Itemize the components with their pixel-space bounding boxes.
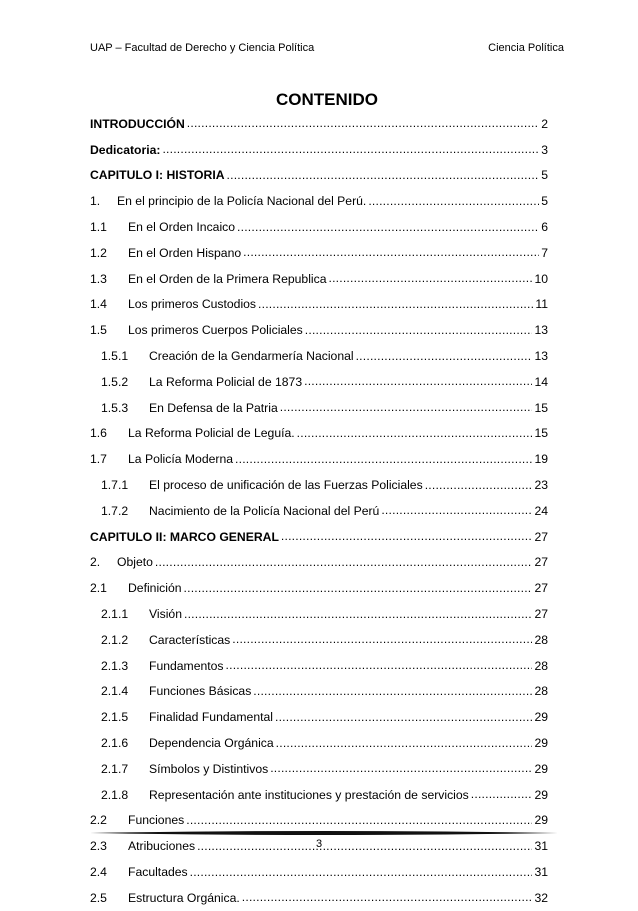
toc-entry-label: En el principio de la Policía Nacional del Perú. [117,194,367,209]
toc-dot-leader [243,246,539,259]
toc-dot-leader [253,685,532,698]
toc-entry[interactable] [90,679,548,705]
toc-entry-label: La Policía Moderna [128,452,234,467]
footer-divider [90,829,558,837]
toc-entry-number: 2.1.5 [101,710,129,725]
toc-entry-page: 24 [534,503,548,518]
toc-entry-number: 2.1.1 [101,607,129,622]
toc-entry-number: 2.1.7 [101,761,129,776]
toc-dot-leader [275,711,532,724]
toc-entry-number: 2.2 [90,813,107,828]
toc-entry[interactable] [90,575,548,601]
toc-entry-number: 2.1.3 [101,658,129,673]
toc-dot-leader [190,866,533,879]
toc-entry-page: 27 [534,607,548,622]
toc-entry-label: Finalidad Fundamental [149,710,273,725]
toc-entry-label: Representación ante instituciones y prestación de servicios [149,787,469,802]
toc-entry-label: En el Orden de la Primera Republica [128,271,327,286]
toc-entry-page: 29 [534,787,548,802]
toc-entry-label: Estructura Orgánica. [128,890,240,905]
toc-entry-number: 2.4 [90,865,107,879]
toc-entry-label: En el Orden Hispano [128,245,242,260]
toc-entry-label: Símbolos y Distintivos [149,761,269,776]
toc-dot-leader [305,324,533,337]
toc-entry[interactable] [90,653,548,679]
toc-entry[interactable] [90,730,548,756]
toc-entry[interactable] [90,885,548,911]
toc-entry-label: Dedicatoria: [90,142,161,157]
toc-dot-leader [304,375,532,388]
toc-entry-label: La Reforma Policial de Leguía. [128,426,295,441]
toc-dot-leader [281,530,533,543]
toc-entry-page: 27 [534,555,548,570]
toc-entry-label: CAPITULO I: HISTORIA [90,168,225,183]
toc-entry-number: 1.4 [90,297,107,312]
toc-entry-number: 2.1 [90,581,107,596]
toc-entry[interactable] [90,756,548,782]
toc-entry[interactable] [90,214,548,240]
toc-entry-label: En el Orden Incaico [128,220,236,235]
toc-entry-label: En Defensa de la Patria [149,400,278,415]
toc-dot-leader [235,453,532,466]
toc-entry-label: Los primeros Cuerpos Policiales [128,323,303,338]
toc-entry-number: 2.1.8 [101,787,129,802]
toc-entry-label: Los primeros Custodios [128,297,257,312]
toc-entry-number: 2.1.4 [101,684,129,699]
toc-entry-number: 1.5.1 [101,349,129,364]
toc-entry-number: 2. [90,555,101,570]
toc-entry[interactable] [90,704,548,730]
toc-entry[interactable] [90,240,548,266]
toc-dot-leader [356,350,533,363]
toc-dot-leader [425,479,533,492]
toc-entry-number: 1.7 [90,452,107,467]
table-of-contents [90,111,548,911]
header-institution: UAP – Facultad de Derecho y Ciencia Política [90,42,315,54]
toc-entry-number: 1.2 [90,245,107,260]
toc-dot-leader [226,659,533,672]
toc-entry-page: 27 [534,581,548,596]
toc-entry-page: 7 [541,245,548,260]
toc-entry[interactable] [90,292,548,318]
toc-entry[interactable] [90,472,548,498]
toc-dot-leader [270,762,532,775]
toc-dot-leader [280,401,533,414]
toc-entry-label: Dependencia Orgánica [149,736,274,751]
toc-entry-page: 2 [541,116,548,131]
toc-dot-leader [329,272,533,285]
toc-dot-leader [237,221,539,234]
toc-dot-leader [184,582,533,595]
toc-entry-page: 27 [534,529,548,544]
toc-entry-page: 10 [534,271,548,286]
toc-entry-number: 2.5 [90,890,107,905]
toc-entry-page: 31 [534,839,548,854]
toc-entry-number: 1.5 [90,323,107,338]
toc-entry[interactable] [90,317,548,343]
toc-entry-label: Visión [149,607,182,622]
toc-entry[interactable] [90,498,548,524]
toc-dot-leader [242,891,533,904]
toc-dot-leader [227,169,540,182]
toc-entry-number: 1.3 [90,271,107,286]
toc-dot-leader [184,608,532,621]
toc-entry[interactable] [90,137,548,163]
toc-entry-number: 1.7.2 [101,503,129,518]
toc-entry-number: 2.3 [90,839,107,854]
toc-entry-number: 1. [90,194,101,209]
toc-dot-leader [471,788,533,801]
toc-entry-page: 11 [535,297,548,312]
toc-entry-page: 19 [534,452,548,467]
toc-dot-leader [297,427,533,440]
toc-entry[interactable] [90,395,548,421]
toc-entry-number: 2.1.2 [101,632,129,647]
toc-entry-label: Características [149,632,231,647]
toc-entry-page: 31 [534,865,548,879]
toc-entry[interactable] [90,369,548,395]
toc-entry-label: Atribuciones [128,839,196,854]
toc-entry-page: 15 [534,426,548,441]
toc-entry[interactable] [90,421,548,447]
toc-entry-page: 29 [534,736,548,751]
toc-entry-page: 28 [534,684,548,699]
toc-entry-number: 1.7.1 [101,478,129,493]
toc-dot-leader [232,633,532,646]
toc-entry[interactable] [90,550,548,576]
toc-dot-leader [368,195,539,208]
toc-entry-page: 23 [534,478,548,493]
toc-entry[interactable] [90,446,548,472]
toc-entry-page: 13 [534,349,548,364]
toc-dot-leader [186,814,532,827]
toc-entry-label: Funciones Básicas [149,684,252,699]
toc-entry-label: INTRODUCCIÓN [90,116,185,131]
toc-entry-page: 14 [534,374,548,389]
toc-entry-page: 32 [534,890,548,905]
toc-entry-page: 3 [541,142,548,157]
toc-dot-leader [155,556,533,569]
toc-entry-number: 2.1.6 [101,736,129,751]
toc-entry-label: Facultades [128,865,188,879]
toc-entry-page: 5 [541,194,548,209]
page-number: 3 [315,838,323,850]
toc-entry[interactable] [90,343,548,369]
toc-entry-number: 1.5.2 [101,374,129,389]
toc-entry-label: Creación de la Gendarmería Nacional [149,349,354,364]
toc-entry-page: 5 [541,168,548,183]
toc-entry[interactable] [90,524,548,550]
toc-dot-leader [381,504,532,517]
toc-entry[interactable] [90,601,548,627]
toc-entry-page: 29 [534,813,548,828]
toc-entry-page: 29 [534,761,548,776]
toc-dot-leader [276,737,533,750]
toc-entry-label: El proceso de unificación de las Fuerzas Policiales [149,478,423,493]
toc-entry-number: 1.5.3 [101,400,129,415]
toc-entry-label: Fundamentos [149,658,224,673]
toc-entry-page: 15 [534,400,548,415]
toc-entry-page: 6 [541,220,548,235]
toc-entry-page: 28 [534,658,548,673]
toc-entry-number: 1.6 [90,426,107,441]
toc-entry-page: 29 [534,710,548,725]
toc-entry[interactable] [90,859,548,885]
toc-entry-page: 28 [534,632,548,647]
toc-entry-label: Objeto [117,555,153,570]
header-subject: Ciencia Política [488,42,564,54]
toc-entry[interactable] [90,111,548,137]
toc-entry[interactable] [90,782,548,808]
toc-entry-label: Definición [128,581,182,596]
toc-dot-leader [162,143,539,156]
toc-entry-label: Funciones [128,813,185,828]
toc-entry-label: Nacimiento de la Policía Nacional del Perú [149,503,380,518]
toc-entry[interactable] [90,266,548,292]
toc-entry[interactable] [90,627,548,653]
toc-entry-number: 1.1 [90,220,107,235]
page-title: CONTENIDO [276,90,378,109]
toc-entry[interactable] [90,163,548,189]
toc-entry[interactable] [90,188,548,214]
toc-entry-label: CAPITULO II: MARCO GENERAL [90,529,279,544]
toc-dot-leader [258,298,533,311]
toc-entry-label: La Reforma Policial de 1873 [149,374,303,389]
toc-dot-leader [187,117,539,130]
toc-entry-page: 13 [534,323,548,338]
